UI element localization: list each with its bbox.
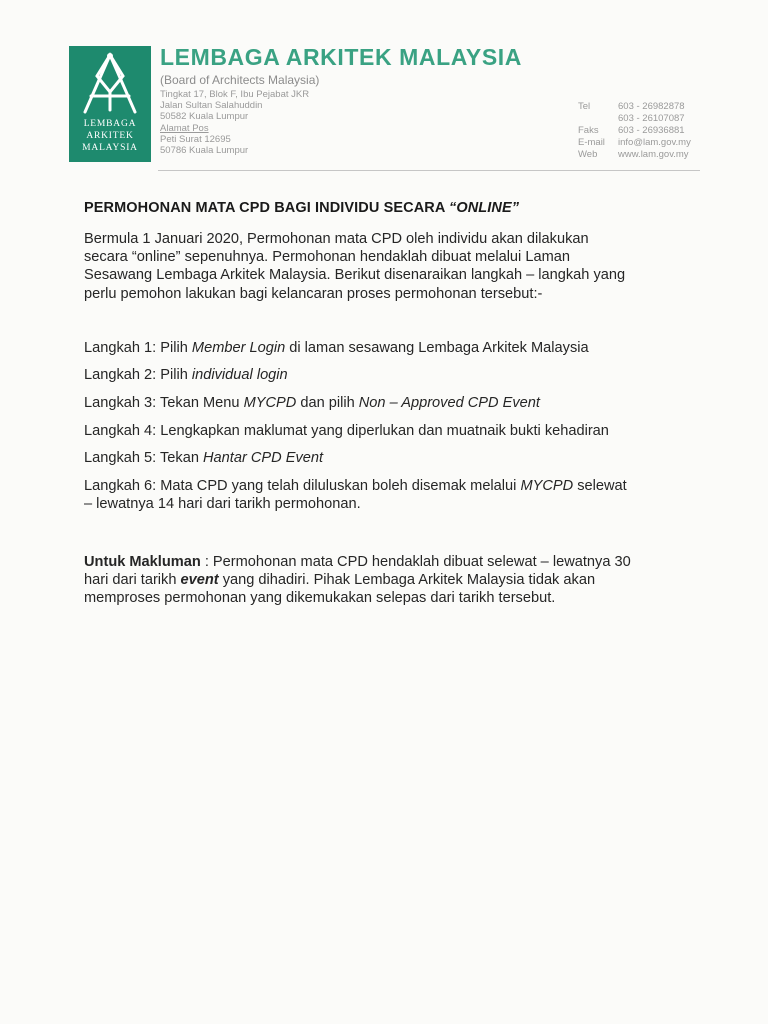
contact-value: www.lam.gov.my xyxy=(618,149,689,160)
step-6 xyxy=(84,477,674,513)
step-5 xyxy=(84,449,674,467)
step-text: Langkah 6: Mata CPD yang telah diluluskan boleh disemak melalui xyxy=(84,478,521,494)
contact-row-fax xyxy=(578,125,700,137)
step-2 xyxy=(84,366,674,384)
address-line: Jalan Sultan Salahuddin xyxy=(160,100,263,112)
logo-word: LEMBAGA xyxy=(83,119,137,129)
step-emphasis: Hantar CPD Event xyxy=(203,450,324,466)
intro-line: perlu pemohon lakukan bagi kelancaran proses permohonan tersebut:- xyxy=(84,285,543,302)
organization-subtitle: (Board of Architects Malaysia) xyxy=(160,73,320,87)
note-text: : Permohonan mata CPD hendaklah dibuat selewat – lewatnya 30 xyxy=(200,554,631,570)
organization-name: LEMBAGA ARKITEK MALAYSIA xyxy=(160,44,522,70)
architect-compass-icon xyxy=(77,52,143,116)
step-text: Langkah 4: Lengkapkan maklumat yang diperlukan dan muatnaik bukti kehadiran xyxy=(84,423,609,439)
contact-label: Web xyxy=(578,149,598,160)
note-text: hari dari tarikh xyxy=(84,572,181,589)
step-text: selewat xyxy=(573,478,627,494)
note-label: Untuk Makluman xyxy=(84,554,201,570)
step-1 xyxy=(84,339,674,357)
intro-line: secara “online” sepenuhnya. Permohonan hendaklah dibuat melalui Laman xyxy=(84,249,570,266)
step-text: Langkah 5: Tekan xyxy=(84,450,204,466)
contact-row-tel xyxy=(578,101,700,113)
postal-address-line: 50786 Kuala Lumpur xyxy=(160,145,249,157)
contact-value: 603 - 26982878 xyxy=(618,101,685,112)
step-text: di laman sesawang Lembaga Arkitek Malaysia xyxy=(285,340,589,356)
contact-row-tel-2 xyxy=(578,113,700,125)
contact-label: Faks xyxy=(578,125,599,136)
intro-paragraph xyxy=(84,230,669,303)
address-line: 50582 Kuala Lumpur xyxy=(160,111,249,123)
contact-label: E-mail xyxy=(578,137,605,148)
step-text: dan pilih xyxy=(296,395,359,411)
contact-value: 603 - 26936881 xyxy=(618,125,685,136)
logo-word: MALAYSIA xyxy=(82,143,138,153)
postal-address-label: Alamat Pos xyxy=(160,122,209,134)
step-line: – lewatnya 14 hari dari tarikh permohonan. xyxy=(84,496,361,513)
letterhead-divider xyxy=(158,170,700,171)
contact-label: Tel xyxy=(578,101,591,112)
logo-word: ARKITEK xyxy=(86,131,134,141)
note-line: memproses permohonan yang dikemukakan selepas dari tarikh tersebut. xyxy=(84,590,556,607)
address-line: Tingkat 17, Blok F, Ibu Pejabat JKR xyxy=(160,89,310,100)
step-text: Langkah 3: Tekan Menu xyxy=(84,395,244,411)
note-emphasis: event xyxy=(180,572,219,589)
contact-row-email xyxy=(578,137,700,149)
intro-line: Sesawang Lembaga Arkitek Malaysia. Berikut disenaraikan langkah – langkah yang xyxy=(84,267,626,284)
note-text: yang dihadiri. Pihak Lembaga Arkitek Malaysia tidak akan xyxy=(218,572,596,589)
intro-line: Bermula 1 Januari 2020, Permohonan mata CPD oleh individu akan dilakukan xyxy=(84,231,589,247)
contact-row-web xyxy=(578,149,700,161)
contact-details xyxy=(578,101,700,161)
step-emphasis: MYCPD xyxy=(243,395,297,411)
step-emphasis: MYCPD xyxy=(520,478,574,494)
office-address xyxy=(160,89,309,156)
step-emphasis: individual login xyxy=(191,367,288,383)
note-line xyxy=(84,553,669,571)
note-paragraph xyxy=(84,553,669,608)
postal-address-line: Peti Surat 12695 xyxy=(160,133,231,145)
step-emphasis: Member Login xyxy=(191,340,286,356)
note-line xyxy=(84,571,669,589)
step-emphasis: Non – Approved CPD Event xyxy=(358,395,540,411)
step-text: Langkah 1: Pilih xyxy=(84,340,192,356)
lam-logo xyxy=(69,46,151,162)
step-4 xyxy=(84,422,674,440)
step-line xyxy=(84,477,674,495)
contact-value: info@lam.gov.my xyxy=(618,137,691,148)
step-3 xyxy=(84,394,674,412)
document-title xyxy=(84,200,519,216)
title-emphasis: “ONLINE” xyxy=(449,200,520,216)
title-text: PERMOHONAN MATA CPD BAGI INDIVIDU SECARA xyxy=(84,200,449,216)
logo-wordmark xyxy=(69,118,151,154)
contact-label xyxy=(578,113,618,125)
contact-value: 603 - 26107087 xyxy=(618,113,685,124)
step-text: Langkah 2: Pilih xyxy=(84,367,192,383)
